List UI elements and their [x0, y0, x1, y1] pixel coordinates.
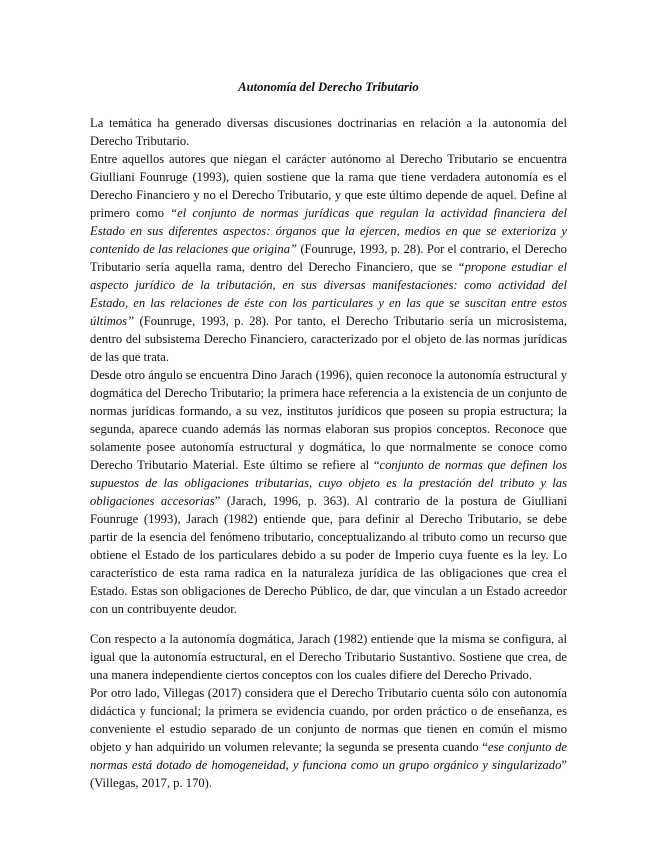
- paragraph: [90, 684, 567, 792]
- quoted-text: “propone estudiar el aspecto jurídico de la tributación, en sus diversas manifestaciones: como actividad del Estado, en las relaciones de éste con los particulares y en las que se suscitan entre estos últimos”: [90, 260, 567, 328]
- text-segment: ” (Jarach, 1996, p. 363). Al contrario de la postura de Giulliani Founruge (1993), Jarach (1982) entiende que, para definir al Derecho Tributario, se debe partir de la esencia del fenómeno tributario, conceptualizando al tributo como un recurso que obtiene el Estado de los particulares debido a su poder de Imperio cuya fuente es la ley. Lo característico de esta rama radica en la naturaleza jurídica de las obligaciones que crea el Estado. Estas son obligaciones de Derecho Público, de dar, que vinculan a un Estado acreedor con un contribuyente deudor.: [90, 494, 567, 616]
- text-segment: (Founruge, 1993, p. 28). Por el contrario, el Derecho Tributario sería aquella rama, dentro del Derecho Financiero, que se: [90, 242, 567, 274]
- document-body: [90, 114, 567, 792]
- page-title: Autonomía del Derecho Tributario: [238, 80, 419, 94]
- text-segment: ” (Villegas, 2017, p. 170).: [90, 758, 567, 790]
- text-segment: Con respecto a la autonomía dogmática, Jarach (1982) entiende que la misma se configura, al igual que la autonomía estructural, en el Derecho Tributario Sustantivo. Sostiene que crea, de una manera independiente ciertos conceptos con los cuales difiere del Derecho Privado.: [90, 632, 567, 682]
- paragraph: [90, 150, 567, 366]
- paragraph: [90, 366, 567, 618]
- text-segment: Desde otro ángulo se encuentra Dino Jarach (1996), quien reconoce la autonomía estructural y dogmática del Derecho Tributario; la primera hace referencia a la existencia de un conjunto de normas jurídicas formando, a su vez, institutos jurídicos que poseen su propia estructura; la segunda, aparece cuando además las normas elaboran sus propios conceptos. Reconoce que solamente posee autonomía estructural y dogmática, lo que normalmente se conoce como Derecho Tributario Material. Este último se refiere al “: [90, 368, 567, 472]
- paragraph: [90, 114, 567, 150]
- text-segment: (Founruge, 1993, p. 28). Por tanto, el Derecho Tributario sería un microsistema, dentro del subsistema Derecho Financiero, caracterizado por el objeto de las normas jurídicas de las que trata.: [90, 314, 567, 364]
- paragraph-gap: [90, 618, 567, 630]
- quoted-text: “el conjunto de normas jurídicas que regulan la actividad financiera del Estado en sus diferentes aspectos: órganos que la ejercen, medios en que se exterioriza y contenido de las relaciones que origina”: [90, 206, 567, 256]
- document-page: [90, 78, 567, 792]
- text-segment: Entre aquellos autores que niegan el carácter autónomo al Derecho Tributario se encuentra Giulliani Founruge (1993), quien sostiene que la rama que tiene verdadera autonomía es el Derecho Financiero y no el Derecho Tributario, y que este último depende de aquel. Define al primero como: [90, 152, 567, 220]
- text-segment: Por otro lado, Villegas (2017) considera que el Derecho Tributario cuenta sólo con autonomía didáctica y funcional; la primera se evidencia cuando, por orden práctico o de enseñanza, es conveniente el estudio separado de un conjunto de normas que tienen en común el mismo objeto y han adquirido un volumen relevante; la segunda se presenta cuando “: [90, 686, 567, 754]
- quoted-text: conjunto de normas que definen los supuestos de las obligaciones tributarias, cuyo objeto es la prestación del tributo y las obligaciones accesorias: [90, 458, 568, 508]
- paragraph: [90, 630, 567, 684]
- quoted-text: ese conjunto de normas está dotado de homogeneidad, y funciona como un grupo orgánico y singularizado: [90, 740, 567, 772]
- text-segment: La temática ha generado diversas discusiones doctrinarias en relación a la autonomía del Derecho Tributario.: [90, 116, 567, 148]
